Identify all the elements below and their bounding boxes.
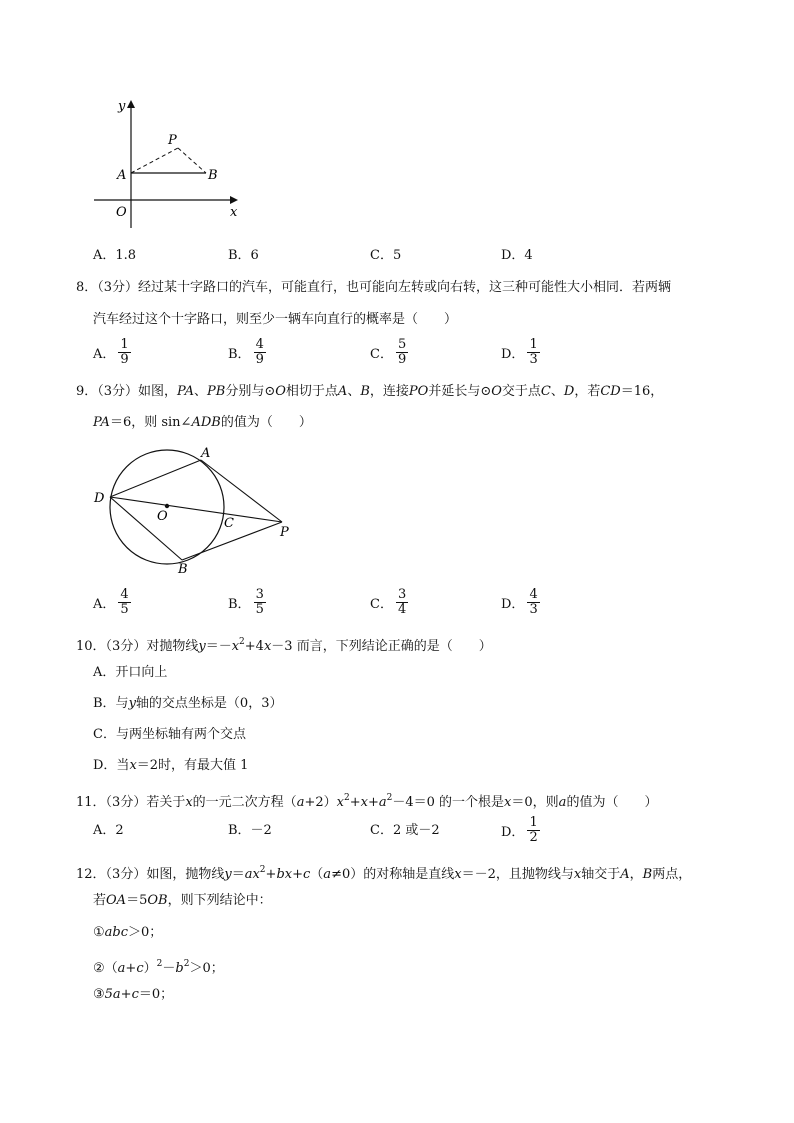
q10-option-d: D．当x＝2时，有最大值 1 bbox=[93, 758, 249, 773]
center-dot bbox=[165, 504, 169, 508]
q11-option-d: D． $\frac{1}{2}$ bbox=[501, 815, 538, 845]
q8-option-b: B． $\frac{4}{9}$ bbox=[228, 337, 264, 367]
q12-conclusion-1: ①abc＞0； bbox=[93, 925, 163, 940]
line-dp bbox=[110, 497, 282, 522]
q9-stem-line2: PA＝6，则 sin∠ADB的值为（ ） bbox=[93, 415, 312, 430]
q8-stem-line1: 8．（3分）经过某十字路口的汽车，可能直行，也可能向左转或向右转，这三种可能性大小相同．若两辆 bbox=[76, 280, 672, 295]
x-axis-arrow bbox=[230, 196, 238, 204]
q11-option-b: B．－2 bbox=[228, 823, 272, 838]
line-ap bbox=[201, 460, 282, 522]
label-b: B bbox=[178, 562, 188, 577]
q10-option-c: C．与两坐标轴有两个交点 bbox=[93, 727, 246, 742]
label-p: P bbox=[280, 525, 289, 540]
q11-option-c: C．2 或－2 bbox=[370, 823, 440, 838]
q12-conclusion-3: ③5a+c＝0； bbox=[93, 987, 174, 1002]
q8-option-d: D． $\frac{1}{3}$ bbox=[501, 337, 538, 367]
segment-ap bbox=[131, 148, 178, 173]
label-a: A bbox=[201, 446, 211, 461]
figure-circle-tangents bbox=[88, 440, 300, 580]
q9-stem-line1: 9．（3分）如图，PA、PB分别与⊙O相切于点A、B，连接PO并延长与⊙O交于点C、D，若CD＝16， bbox=[76, 384, 664, 399]
q12-conclusion-2: $②(a+c)^2-b^2>0$； bbox=[93, 959, 224, 976]
label-b: B bbox=[208, 168, 218, 183]
q7-option-a: A．1.8 bbox=[93, 248, 137, 263]
label-x: x bbox=[230, 205, 238, 220]
label-o: O bbox=[116, 205, 127, 220]
label-o: O bbox=[157, 509, 168, 524]
q7-option-c: C．5 bbox=[370, 248, 402, 263]
label-a: A bbox=[117, 168, 127, 183]
q12-stem-line1: 12．（3分）如图，抛物线$y=ax^2+bx+c(a\ne 0)$的对称轴是直线x＝－2，且抛物线与x轴交于A，B两点， bbox=[76, 865, 692, 882]
q11-stem: 11．（3分）若关于x的一元二次方程$(a+2)x^2+x+a^2-4=0$ 的一个根是x＝0，则a的值为（ ） bbox=[76, 793, 658, 810]
q9-option-d: D． $\frac{4}{3}$ bbox=[501, 587, 538, 617]
label-c: C bbox=[224, 516, 234, 531]
q10-stem: 10．（3分）对抛物线$y=-x^2+4x-3$ 而言，下列结论正确的是（ ） bbox=[76, 637, 492, 654]
label-d: D bbox=[94, 491, 105, 506]
q10-option-a: A．开口向上 bbox=[93, 665, 168, 680]
label-y: y bbox=[118, 99, 126, 114]
q9-option-c: C． $\frac{3}{4}$ bbox=[370, 587, 407, 617]
q8-stem-line2: 汽车经过这个十字路口，则至少一辆车向直行的概率是（ ） bbox=[93, 312, 458, 327]
q8-option-a: A． $\frac{1}{9}$ bbox=[93, 337, 129, 367]
q9-option-a: A． $\frac{4}{5}$ bbox=[93, 587, 129, 617]
label-p: P bbox=[168, 133, 177, 148]
q10-option-b: B．与y轴的交点坐标是（0，3） bbox=[93, 696, 283, 711]
q9-option-b: B． $\frac{3}{5}$ bbox=[228, 587, 264, 617]
segment-pb bbox=[178, 148, 206, 173]
q7-option-d: D．4 bbox=[501, 248, 533, 263]
q8-option-c: C． $\frac{5}{9}$ bbox=[370, 337, 407, 367]
q11-option-a: A．2 bbox=[93, 823, 124, 838]
figure-coordinate-triangle bbox=[88, 96, 248, 232]
q7-option-b: B．6 bbox=[228, 248, 259, 263]
y-axis-arrow bbox=[127, 100, 135, 108]
line-da bbox=[110, 460, 201, 497]
q12-stem-line2: 若OA＝5OB，则下列结论中： bbox=[93, 893, 272, 908]
